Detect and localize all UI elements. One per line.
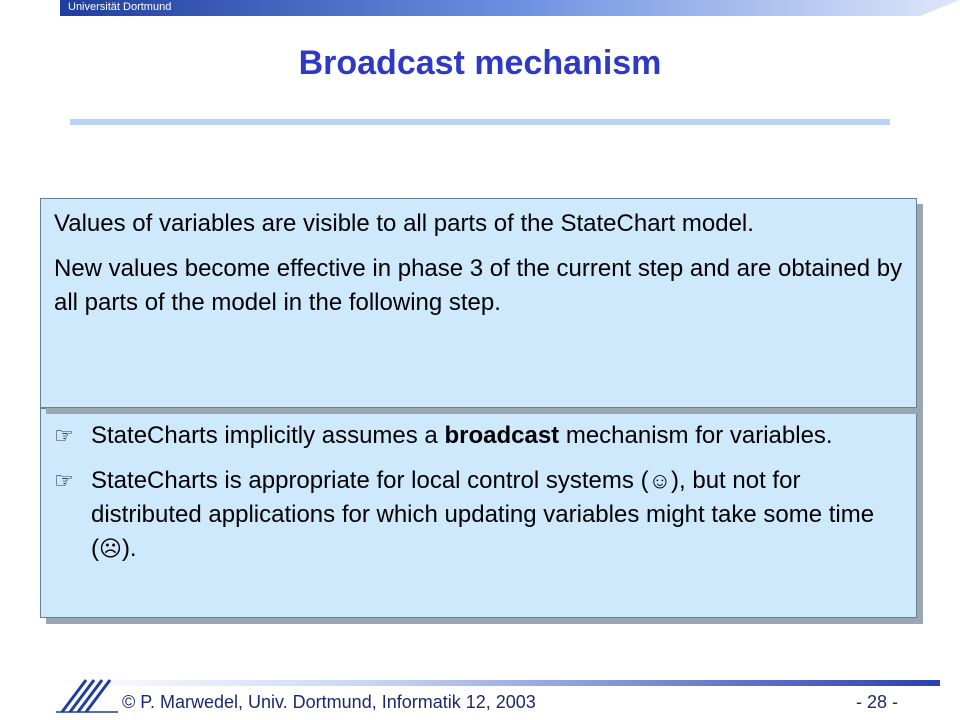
bullet2-part1: StateCharts is appropriate for local control systems ( [91, 467, 649, 494]
pointing-hand-icon: ☞ [54, 468, 74, 493]
visibility-paragraph: Values of variables are visible to all parts of the StateChart model. [54, 210, 754, 237]
university-label: Universität Dortmund [68, 1, 172, 13]
copyright-text: P. Marwedel, Univ. Dortmund, Informatik 12, 2003 [140, 692, 536, 712]
footer-band [60, 678, 940, 688]
definition-box [40, 198, 917, 408]
university-logo [56, 676, 118, 716]
conclusion-box [40, 408, 917, 618]
bullet1-bold: broadcast [444, 422, 560, 449]
page-number: - 28 - [855, 692, 898, 712]
bullet2-part3: ). [121, 535, 137, 562]
frowning-face-icon: ☹ [99, 536, 122, 561]
pointing-hand-icon: ☞ [54, 423, 74, 448]
title-underline [70, 119, 890, 125]
effective-paragraph: New values become effective in phase 3 of the current step and are obtained by all parts of the model in the following step. [54, 255, 903, 316]
bullet2-part2: ), but not for distributed applications for which updating variables might take some time ( [91, 467, 875, 562]
bullet-broadcast [54, 419, 904, 453]
bullet1-after: mechanism for variables. [559, 422, 833, 449]
slide-title: Broadcast mechanism [298, 44, 662, 82]
bullet1-before: StateCharts implicitly assumes a [91, 422, 445, 449]
copyright-symbol: © [122, 692, 136, 712]
smiley-icon: ☺ [648, 468, 672, 493]
bullet-appropriateness [54, 464, 904, 566]
footer-copyright [122, 692, 536, 713]
